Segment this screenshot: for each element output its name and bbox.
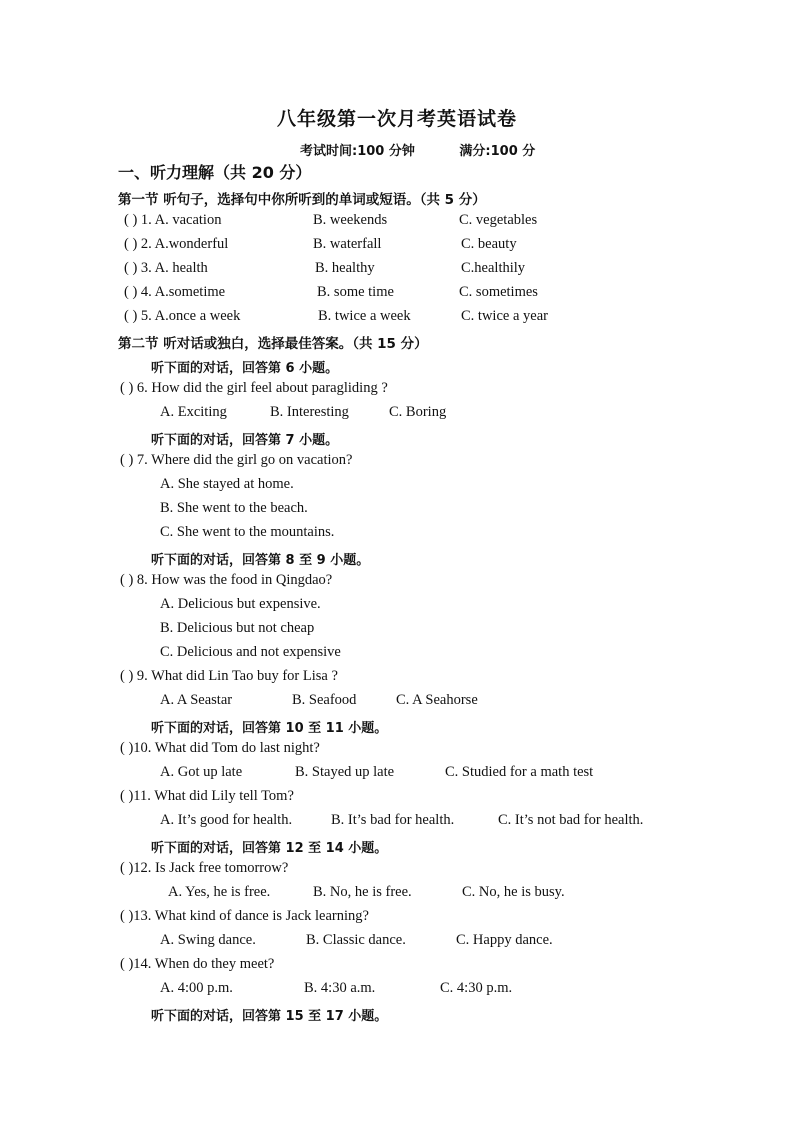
question-9-option-c: C. A Seahorse xyxy=(396,692,478,708)
question-9-option-a: A. A Seastar xyxy=(160,692,233,708)
instruction-q6: 听下面的对话，回答第 6 小题。 xyxy=(151,361,339,376)
question-10-option-a: A. Got up late xyxy=(160,764,243,780)
question-2-stem: ( ) 2. A.wonderful xyxy=(124,236,229,252)
question-3-option-c: C.healthily xyxy=(461,260,526,276)
instruction-q8-9: 听下面的对话，回答第 8 至 9 小题。 xyxy=(151,553,370,568)
question-3-option-b: B. healthy xyxy=(315,260,375,276)
question-7-option-c: C. She went to the mountains. xyxy=(160,524,335,540)
exam-meta xyxy=(300,140,535,159)
exam-time: 考试时间:100 分钟 xyxy=(300,144,415,159)
question-12-option-a: A. Yes, he is free. xyxy=(168,884,271,900)
question-13-option-c: C. Happy dance. xyxy=(456,932,553,948)
question-11-stem: ( )11. What did Lily tell Tom? xyxy=(120,788,294,804)
question-10-option-b: B. Stayed up late xyxy=(295,764,395,780)
question-1-option-b: B. weekends xyxy=(313,212,388,228)
section2-heading: 第二节 听对话或独白，选择最佳答案。（共 15 分） xyxy=(118,336,428,352)
instruction-q12-14: 听下面的对话，回答第 12 至 14 小题。 xyxy=(151,841,388,856)
question-7-stem: ( ) 7. Where did the girl go on vacation? xyxy=(120,452,353,468)
part1-heading: 一、听力理解（共 20 分） xyxy=(118,163,312,182)
question-5-option-c: C. twice a year xyxy=(461,308,548,324)
question-9-option-b: B. Seafood xyxy=(292,692,357,708)
question-4-stem: ( ) 4. A.sometime xyxy=(124,284,226,300)
question-6-stem: ( ) 6. How did the girl feel about paragliding ? xyxy=(120,380,388,396)
instruction-q7: 听下面的对话，回答第 7 小题。 xyxy=(151,433,339,448)
question-7-option-a: A. She stayed at home. xyxy=(160,476,294,492)
question-7-option-b: B. She went to the beach. xyxy=(160,500,308,516)
question-1-stem: ( ) 1. A. vacation xyxy=(124,212,222,228)
question-11-option-b: B. It’s bad for health. xyxy=(331,812,455,828)
section1-heading: 第一节 听句子，选择句中你所听到的单词或短语。（共 5 分） xyxy=(118,192,486,208)
question-2-option-b: B. waterfall xyxy=(313,236,382,252)
question-8-option-b: B. Delicious but not cheap xyxy=(160,620,315,636)
question-11-option-a: A. It’s good for health. xyxy=(160,812,293,828)
question-4-option-b: B. some time xyxy=(317,284,394,300)
question-10-option-c: C. Studied for a math test xyxy=(445,764,594,780)
instruction-q10-11: 听下面的对话，回答第 10 至 11 小题。 xyxy=(151,721,388,736)
question-14-stem: ( )14. When do they meet? xyxy=(120,956,275,972)
question-3-stem: ( ) 3. A. health xyxy=(124,260,208,276)
question-13-option-a: A. Swing dance. xyxy=(160,932,256,948)
question-13-stem: ( )13. What kind of dance is Jack learning? xyxy=(120,908,369,924)
question-14-option-c: C. 4:30 p.m. xyxy=(440,980,513,996)
question-11-option-c: C. It’s not bad for health. xyxy=(498,812,644,828)
question-6-option-c: C. Boring xyxy=(389,404,447,420)
question-10-stem: ( )10. What did Tom do last night? xyxy=(120,740,320,756)
question-14-option-b: B. 4:30 a.m. xyxy=(304,980,376,996)
instruction-q15-17: 听下面的对话，回答第 15 至 17 小题。 xyxy=(151,1009,388,1024)
question-9-stem: ( ) 9. What did Lin Tao buy for Lisa ? xyxy=(120,668,338,684)
question-8-option-a: A. Delicious but expensive. xyxy=(160,596,321,612)
question-5-stem: ( ) 5. A.once a week xyxy=(124,308,241,324)
question-2-option-c: C. beauty xyxy=(461,236,517,252)
question-6-option-a: A. Exciting xyxy=(160,404,227,420)
question-13-option-b: B. Classic dance. xyxy=(306,932,406,948)
question-6-option-b: B. Interesting xyxy=(270,404,349,420)
question-5-option-b: B. twice a week xyxy=(318,308,411,324)
full-score: 满分:100 分 xyxy=(459,144,536,159)
question-12-option-c: C. No, he is busy. xyxy=(462,884,565,900)
question-4-option-c: C. sometimes xyxy=(459,284,538,300)
question-12-option-b: B. No, he is free. xyxy=(313,884,412,900)
question-1-option-c: C. vegetables xyxy=(459,212,538,228)
question-12-stem: ( )12. Is Jack free tomorrow? xyxy=(120,860,289,876)
question-8-option-c: C. Delicious and not expensive xyxy=(160,644,341,660)
question-14-option-a: A. 4:00 p.m. xyxy=(160,980,233,996)
exam-title: 八年级第一次月考英语试卷 xyxy=(276,108,517,130)
question-8-stem: ( ) 8. How was the food in Qingdao? xyxy=(120,572,333,588)
